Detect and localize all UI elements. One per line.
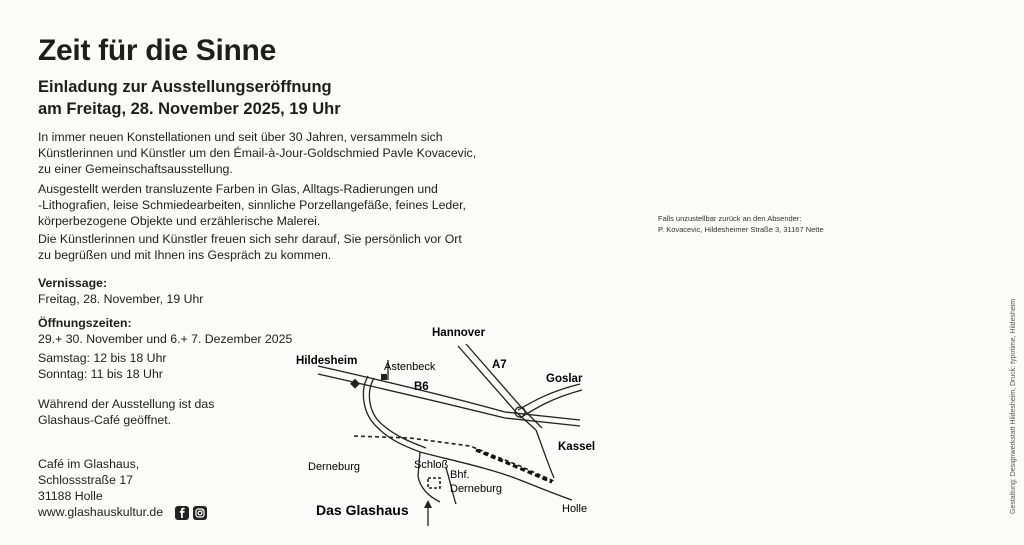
text-line: Die Künstlerinnen und Künstler freuen sich sehr darauf, Sie persönlich vor Ort	[38, 232, 462, 246]
label-holle: Holle	[562, 503, 588, 515]
text-line: -Lithografien, leise Schmiedearbeiten, sinnliche Porzellangefäße, feines Leder,	[38, 198, 466, 212]
design-credit: Gestaltung: Designwerkstatt Hildesheim, Druck: typotime, Hildesheim	[1010, 298, 1017, 514]
label-glashaus: Das Glashaus	[316, 502, 409, 518]
road-a7-inner	[466, 344, 542, 428]
website-link[interactable]: www.glashauskultur.de	[38, 505, 164, 519]
label-bhf-derneburg: Derneburg	[450, 483, 502, 495]
road-b6	[318, 366, 580, 420]
address-line: Schlossstraße 17	[38, 473, 134, 487]
vernissage-text: Freitag, 28. November, 19 Uhr	[38, 292, 204, 306]
return-address-line: P. Kovacevic, Hildesheimer Straße 3, 31167 Nette	[658, 225, 824, 234]
text-line: zu einer Gemeinschaftsausstellung.	[38, 162, 233, 176]
subtitle	[38, 76, 341, 120]
opening-hours-label: Öffnungszeiten:	[38, 316, 132, 330]
label-goslar: Goslar	[546, 373, 583, 385]
text-line: zu begrüßen und mit Ihnen ins Gespräch zu kommen.	[38, 248, 332, 262]
label-hildesheim: Hildesheim	[296, 355, 358, 367]
address	[38, 456, 207, 520]
saturday-hours: Samstag: 12 bis 18 Uhr	[38, 351, 167, 365]
vernissage-label: Vernissage:	[38, 276, 108, 290]
opening-dates: 29.+ 30. November und 6.+ 7. Dezember 2025	[38, 332, 293, 346]
label-a7: A7	[492, 359, 507, 371]
label-derneburg: Derneburg	[308, 461, 360, 473]
label-astenbeck: Astenbeck	[384, 361, 436, 373]
intro-paragraph	[38, 129, 498, 177]
return-address	[658, 213, 824, 235]
label-b6: B6	[414, 381, 429, 393]
text-line: Ausgestellt werden transluzente Farben in Glas, Alltags-Radierungen und	[38, 182, 438, 196]
exhibits-paragraph	[38, 181, 498, 229]
social-icons	[175, 506, 207, 520]
label-schloss: Schloß	[414, 459, 449, 471]
page-title: Zeit für die Sinne	[38, 34, 276, 67]
glashaus-marker	[428, 478, 440, 488]
road-to-goslar	[518, 384, 580, 410]
text-line: Während der Ausstellung ist das	[38, 397, 215, 411]
text-line: In immer neuen Konstellationen und seit über 30 Jahren, versammeln sich	[38, 130, 443, 144]
instagram-icon[interactable]	[193, 506, 207, 520]
location-map	[280, 318, 620, 528]
b6-marker	[381, 374, 387, 380]
label-kassel: Kassel	[558, 441, 596, 453]
sunday-hours: Sonntag: 11 bis 18 Uhr	[38, 367, 163, 381]
label-hannover: Hannover	[432, 327, 486, 339]
facebook-icon[interactable]	[175, 506, 189, 520]
website-line	[38, 504, 207, 520]
text-line: Glashaus-Café geöffnet.	[38, 413, 172, 427]
cafe-note	[38, 396, 214, 428]
subtitle-line: am Freitag, 28. November 2025, 19 Uhr	[38, 100, 341, 118]
glashaus-arrowhead	[424, 500, 432, 508]
text-line: Künstlerinnen und Künstler um den Émail-à-Jour-Goldschmied Pavle Kovacevic,	[38, 146, 477, 160]
road-to-kassel	[536, 430, 554, 478]
junction-marker	[350, 379, 360, 389]
label-bhf: Bhf.	[450, 469, 470, 481]
text-line: körperbezogene Objekte und erzählerische Malerei.	[38, 214, 321, 228]
subtitle-line: Einladung zur Ausstellungseröffnung	[38, 78, 332, 96]
return-address-line: Falls unzustellbar zurück an den Absender:	[658, 214, 802, 223]
address-line: Café im Glashaus,	[38, 457, 140, 471]
welcome-paragraph	[38, 231, 498, 263]
address-line: 31188 Holle	[38, 489, 103, 503]
